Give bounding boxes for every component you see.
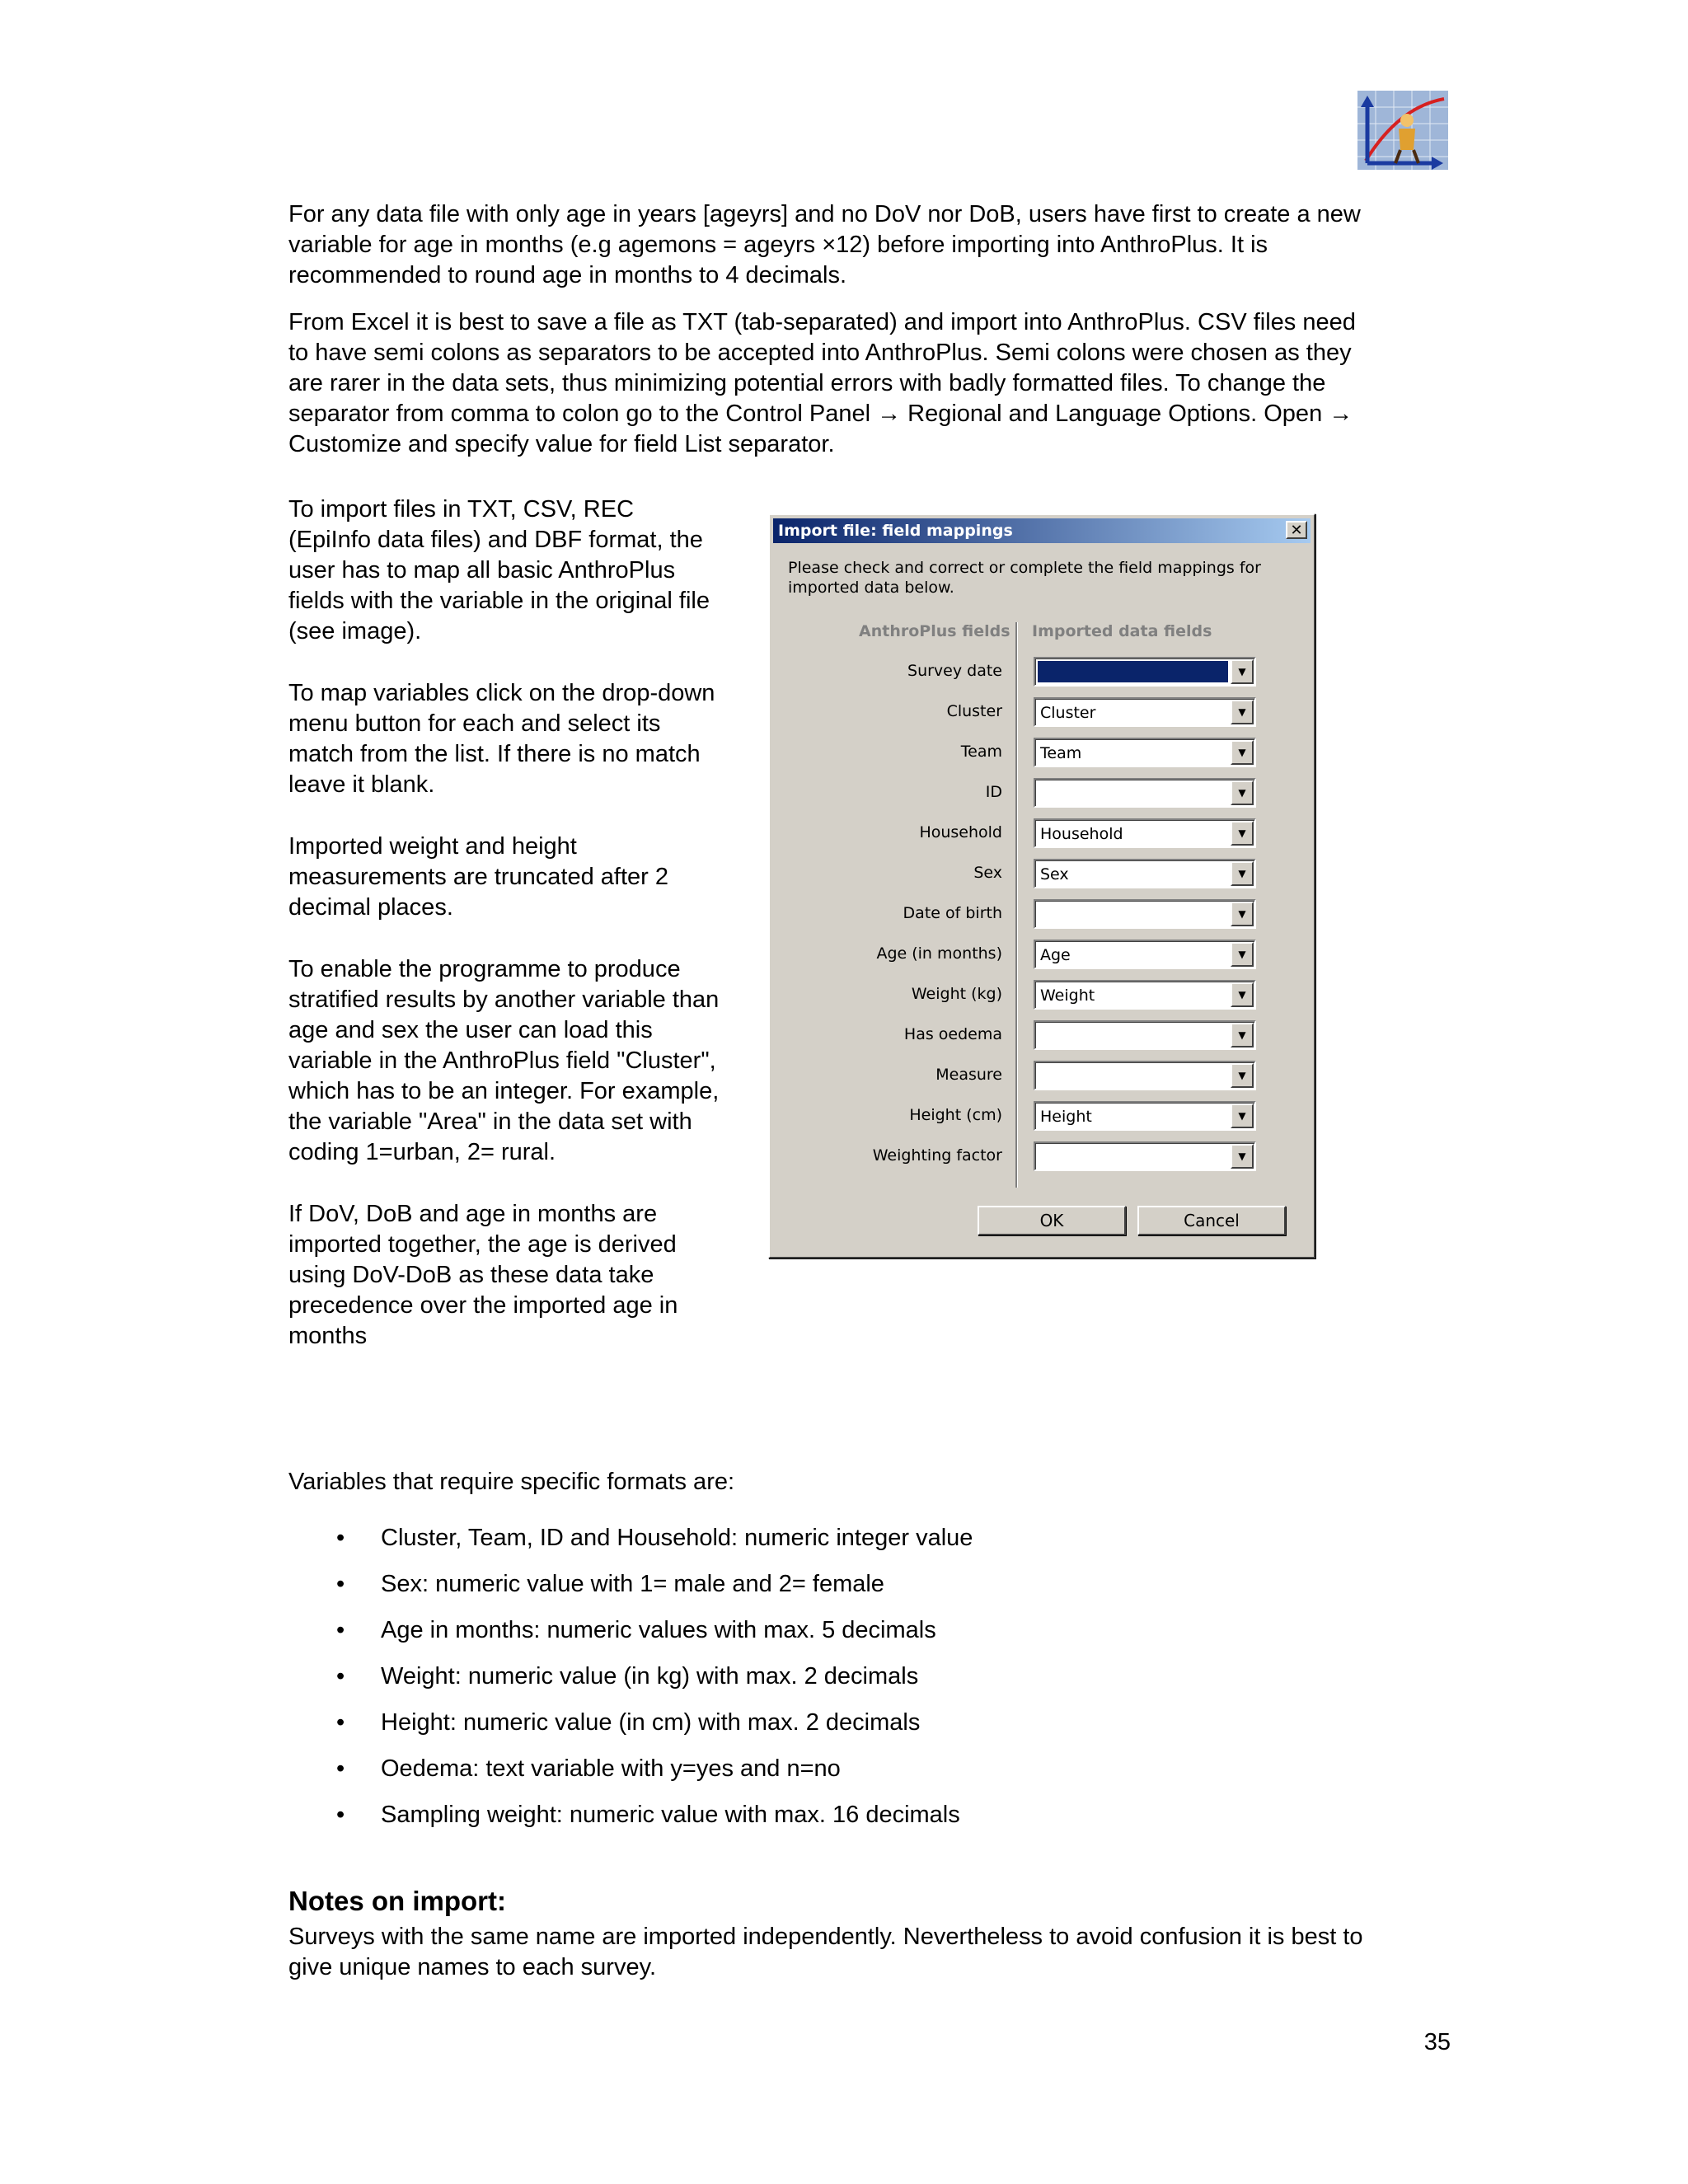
field-label: Cluster <box>946 702 1002 720</box>
text-line: variable in the AnthroPlus field "Cluster", <box>288 1047 716 1074</box>
select-value: Sex <box>1040 865 1069 883</box>
text-line: variable for age in months (e.g agemons = ageyrs ×12) before importing into AnthroPlus. It is <box>288 232 1268 258</box>
close-icon[interactable]: ✕ <box>1286 521 1307 539</box>
text-line: separator from comma to colon go to the Control Panel → Regional and Language Options. Open → <box>288 401 1353 427</box>
list-item <box>288 1569 973 1615</box>
bullet-icon: • <box>336 1663 345 1690</box>
text-line: Variables that require specific formats are: <box>288 1469 735 1495</box>
text-line: Customize and specify value for field List separator. <box>288 431 835 457</box>
list-item-text: Sex: numeric value with 1= male and 2= female <box>381 1571 884 1597</box>
team-select[interactable] <box>1034 738 1256 767</box>
mapping-row-date-of-birth <box>770 899 1314 930</box>
list-item <box>288 1754 973 1800</box>
field-label: ID <box>985 783 1002 801</box>
list-item <box>288 1661 973 1708</box>
measure-select[interactable] <box>1034 1061 1256 1090</box>
bullet-icon: • <box>336 1802 345 1828</box>
dropdown-arrow-icon[interactable]: ▼ <box>1231 821 1254 846</box>
dropdown-arrow-icon[interactable]: ▼ <box>1231 1104 1254 1128</box>
text-line: fields with the variable in the original file <box>288 588 710 614</box>
bullet-icon: • <box>336 1709 345 1736</box>
imported-fields-header: Imported data fields <box>1032 622 1212 640</box>
intro-paragraph-1 <box>288 199 1451 291</box>
field-label: Date of birth <box>903 904 1002 922</box>
bullet-icon: • <box>336 1617 345 1643</box>
mapping-row-weighting-factor <box>770 1141 1314 1173</box>
field-label: Weight (kg) <box>911 985 1002 1003</box>
list-item-text: Oedema: text variable with y=yes and n=no <box>381 1755 841 1782</box>
cluster-select[interactable] <box>1034 697 1256 727</box>
mapping-row-cluster <box>770 697 1314 729</box>
text-line: using DoV-DoB as these data take <box>288 1262 654 1288</box>
text-line: recommended to round age in months to 4 decimals. <box>288 262 847 288</box>
truncation-explanation <box>288 832 767 923</box>
household-select[interactable] <box>1034 818 1256 848</box>
list-item-text: Sampling weight: numeric value with max. 16 decimals <box>381 1802 960 1828</box>
field-label: Survey date <box>907 662 1002 680</box>
text-line: From Excel it is best to save a file as TXT (tab-separated) and import into AnthroPlus. CSV files need <box>288 309 1356 335</box>
list-item <box>288 1708 973 1754</box>
select-value: Household <box>1040 825 1123 843</box>
id-select[interactable] <box>1034 778 1256 808</box>
mapping-row-id <box>770 778 1314 809</box>
cluster-explanation <box>288 954 767 1168</box>
list-item-text: Cluster, Team, ID and Household: numeric integer value <box>381 1525 973 1551</box>
text-line: stratified results by another variable than <box>288 987 720 1013</box>
formats-heading <box>288 1467 1451 1497</box>
dropdown-arrow-icon[interactable]: ▼ <box>1231 780 1254 805</box>
list-item <box>288 1615 973 1661</box>
mapping-row-measure <box>770 1061 1314 1092</box>
text-line: imported together, the age is derived <box>288 1231 677 1258</box>
dropdown-arrow-icon[interactable]: ▼ <box>1231 659 1254 684</box>
list-item-text: Weight: numeric value (in kg) with max. 2 decimals <box>381 1663 919 1690</box>
mapping-row-height <box>770 1101 1314 1132</box>
text-line: to have semi colons as separators to be accepted into AnthroPlus. Semi colons were chosen as they <box>288 340 1352 366</box>
survey-date-select[interactable] <box>1034 657 1256 687</box>
text-line: leave it blank. <box>288 771 435 798</box>
text-line: coding 1=urban, 2= rural. <box>288 1139 556 1165</box>
field-label: Sex <box>973 864 1002 882</box>
field-label: Household <box>919 823 1002 841</box>
text-line: Imported weight and height <box>288 833 577 860</box>
mapping-row-survey-date <box>770 657 1314 688</box>
bullet-icon: • <box>336 1755 345 1782</box>
field-mappings-dialog <box>768 513 1315 1258</box>
dropdown-arrow-icon[interactable]: ▼ <box>1231 700 1254 724</box>
list-item <box>288 1523 973 1569</box>
field-label: Measure <box>935 1066 1002 1084</box>
date-of-birth-select[interactable] <box>1034 899 1256 929</box>
dropdown-arrow-icon[interactable]: ▼ <box>1231 1063 1254 1088</box>
bullet-icon: • <box>336 1525 345 1551</box>
bullet-icon: • <box>336 1571 345 1597</box>
text-line: menu button for each and select its <box>288 710 661 737</box>
formats-list <box>288 1523 973 1846</box>
dropdown-arrow-icon[interactable]: ▼ <box>1231 942 1254 967</box>
text-line: which has to be an integer. For example, <box>288 1078 720 1104</box>
notes-heading: Notes on import: <box>288 1886 506 1916</box>
dialog-titlebar <box>773 518 1311 543</box>
field-label: Team <box>960 743 1002 761</box>
text-line: decimal places. <box>288 894 453 921</box>
mapping-row-has-oedema <box>770 1020 1314 1052</box>
select-value: Cluster <box>1040 704 1096 722</box>
sex-select[interactable] <box>1034 859 1256 888</box>
page-number: 35 <box>1423 2029 1451 2055</box>
text-line: match from the list. If there is no match <box>288 741 701 767</box>
list-item-text: Height: numeric value (in cm) with max. 2 decimals <box>381 1709 921 1736</box>
dialog-instruction: Please check and correct or complete the field mappings for imported data below. <box>788 559 1261 597</box>
mapping-row-team <box>770 738 1314 769</box>
text-line: give unique names to each survey. <box>288 1954 657 1980</box>
cancel-button[interactable]: Cancel <box>1137 1206 1286 1235</box>
mapping-row-age <box>770 940 1314 971</box>
text-line: (see image). <box>288 618 422 644</box>
text-line: For any data file with only age in years [ageyrs] and no DoV nor DoB, users have first to create a new <box>288 201 1361 227</box>
text-line: measurements are truncated after 2 <box>288 864 669 890</box>
ok-button[interactable]: OK <box>978 1206 1126 1235</box>
intro-paragraph-2 <box>288 307 1451 460</box>
dialog-title: Import file: field mappings <box>778 522 1013 540</box>
select-value: Team <box>1040 744 1082 762</box>
dropdown-arrow-icon[interactable]: ▼ <box>1231 982 1254 1007</box>
selection-highlight <box>1038 661 1228 682</box>
select-value: Height <box>1040 1108 1092 1126</box>
text-line: precedence over the imported age in <box>288 1292 678 1319</box>
mapping-row-weight <box>770 980 1314 1011</box>
dropdown-arrow-icon[interactable]: ▼ <box>1231 861 1254 886</box>
dropdown-arrow-icon[interactable]: ▼ <box>1231 902 1254 926</box>
text-line: To enable the programme to produce <box>288 956 681 982</box>
anthroplus-fields-header: AnthroPlus fields <box>859 622 1010 640</box>
mapping-row-household <box>770 818 1314 850</box>
has-oedema-select[interactable] <box>1034 1020 1256 1050</box>
field-label: Height (cm) <box>909 1106 1002 1124</box>
text-line: age and sex the user can load this <box>288 1017 653 1043</box>
notes-paragraph <box>288 1922 1451 1983</box>
text-line: (EpiInfo data files) and DBF format, the <box>288 527 703 553</box>
mapping-explanation <box>288 678 767 800</box>
dropdown-arrow-icon[interactable]: ▼ <box>1231 1144 1254 1169</box>
text-line: months <box>288 1323 368 1349</box>
weight-select[interactable] <box>1034 980 1256 1010</box>
text-line: To map variables click on the drop-down <box>288 680 715 706</box>
text-line: are rarer in the data sets, thus minimizing potential errors with badly formatted files. To change the <box>288 370 1326 396</box>
text-line: the variable "Area" in the data set with <box>288 1108 692 1135</box>
select-value: Weight <box>1040 987 1095 1005</box>
text-line: user has to map all basic AnthroPlus <box>288 557 676 583</box>
list-item <box>288 1800 973 1846</box>
height-select[interactable] <box>1034 1101 1256 1131</box>
text-line: If DoV, DoB and age in months are <box>288 1201 658 1227</box>
select-value: Age <box>1040 946 1071 964</box>
age-select[interactable] <box>1034 940 1256 969</box>
text-line: Surveys with the same name are imported independently. Nevertheless to avoid confusion it is best to <box>288 1924 1363 1950</box>
mapping-row-sex <box>770 859 1314 890</box>
age-derivation-explanation <box>288 1199 767 1352</box>
anthroplus-logo <box>1357 91 1448 170</box>
field-label: Age (in months) <box>876 944 1002 963</box>
list-item-text: Age in months: numeric values with max. 5 decimals <box>381 1617 936 1643</box>
field-label: Weighting factor <box>872 1146 1002 1165</box>
dropdown-arrow-icon[interactable]: ▼ <box>1231 740 1254 765</box>
field-label: Has oedema <box>903 1025 1002 1043</box>
import-explanation <box>288 494 767 647</box>
weighting-factor-select[interactable] <box>1034 1141 1256 1171</box>
dropdown-arrow-icon[interactable]: ▼ <box>1231 1023 1254 1047</box>
text-line: To import files in TXT, CSV, REC <box>288 496 635 523</box>
